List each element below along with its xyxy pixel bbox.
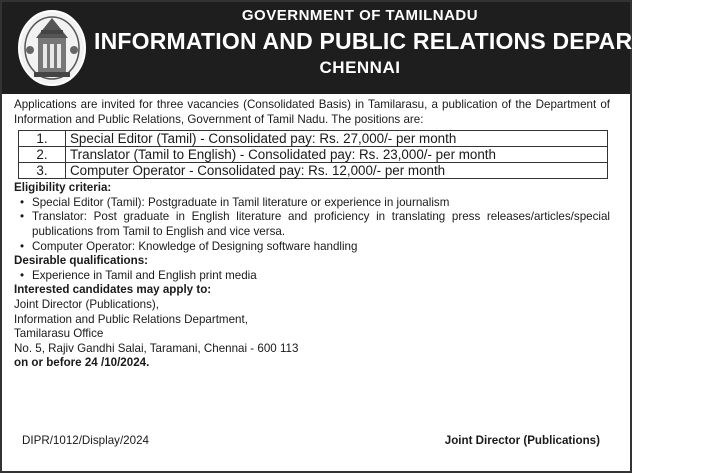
- position-text: Special Editor (Tamil) - Consolidated pay: Rs. 27,000/- per month: [66, 131, 608, 147]
- table-row: [19, 131, 608, 147]
- signatory: Joint Director (Publications): [444, 434, 600, 447]
- address-line: Joint Director (Publications),: [14, 297, 159, 311]
- list-item: [20, 268, 610, 284]
- deadline-text: on or before 24 /10/2024.: [14, 356, 150, 370]
- table-row: [19, 163, 608, 179]
- positions-table: [18, 130, 608, 179]
- eligibility-heading: Eligibility criteria:: [14, 181, 112, 195]
- list-item: [20, 210, 610, 239]
- position-text: Computer Operator - Consolidated pay: Rs. 12,000/- per month: [66, 163, 608, 179]
- eligibility-list: [14, 196, 610, 254]
- dipr-code: DIPR/1012/Display/2024: [22, 434, 149, 447]
- bullet-icon: •: [20, 239, 25, 253]
- department-title: INFORMATION AND PUBLIC RELATIONS DEPARTMENT: [94, 28, 713, 54]
- header-text: [94, 6, 713, 80]
- list-item-text: Experience in Tamil and English print media: [32, 268, 257, 282]
- list-item-text: Translator: Post graduate in English literature and proficiency in translating press releases/articles/special publications from Tamil to English and vice versa.: [32, 210, 610, 238]
- bullet-icon: •: [20, 268, 25, 282]
- address-line: Tamilarasu Office: [14, 327, 104, 341]
- table-row: [19, 147, 608, 163]
- tamilnadu-emblem-icon: [16, 8, 88, 88]
- position-text: Translator (Tamil to English) - Consolidated pay: Rs. 23,000/- per month: [66, 147, 608, 163]
- government-title: GOVERNMENT OF TAMILNADU: [241, 7, 479, 24]
- list-item: [20, 195, 610, 211]
- address-line: Information and Public Relations Department,: [14, 312, 248, 326]
- list-item: [20, 239, 610, 255]
- desirable-heading: Desirable qualifications:: [14, 254, 149, 268]
- notice-body: [14, 98, 610, 371]
- address-line: No. 5, Rajiv Gandhi Salai, Taramani, Chennai - 600 113: [14, 341, 299, 355]
- list-item-text: Special Editor (Tamil): Postgraduate in Tamil literature or experience in journalism: [32, 195, 450, 209]
- bullet-icon: •: [20, 195, 25, 209]
- desirable-list: [14, 269, 610, 284]
- position-number: 1.: [19, 131, 66, 147]
- header-banner: [2, 2, 713, 94]
- list-item-text: Computer Operator: Knowledge of Designing software handling: [32, 239, 358, 253]
- apply-heading: Interested candidates may apply to:: [14, 283, 212, 297]
- city-title: CHENNAI: [319, 58, 401, 77]
- position-number: 3.: [19, 163, 66, 179]
- intro-paragraph: Applications are invited for three vacancies (Consolidated Basis) in Tamilarasu, a publication of the Department of Information and Public Relations, Government of Tamil Nadu. The positions are:: [14, 98, 610, 126]
- position-number: 2.: [19, 147, 66, 163]
- bullet-icon: •: [20, 210, 25, 224]
